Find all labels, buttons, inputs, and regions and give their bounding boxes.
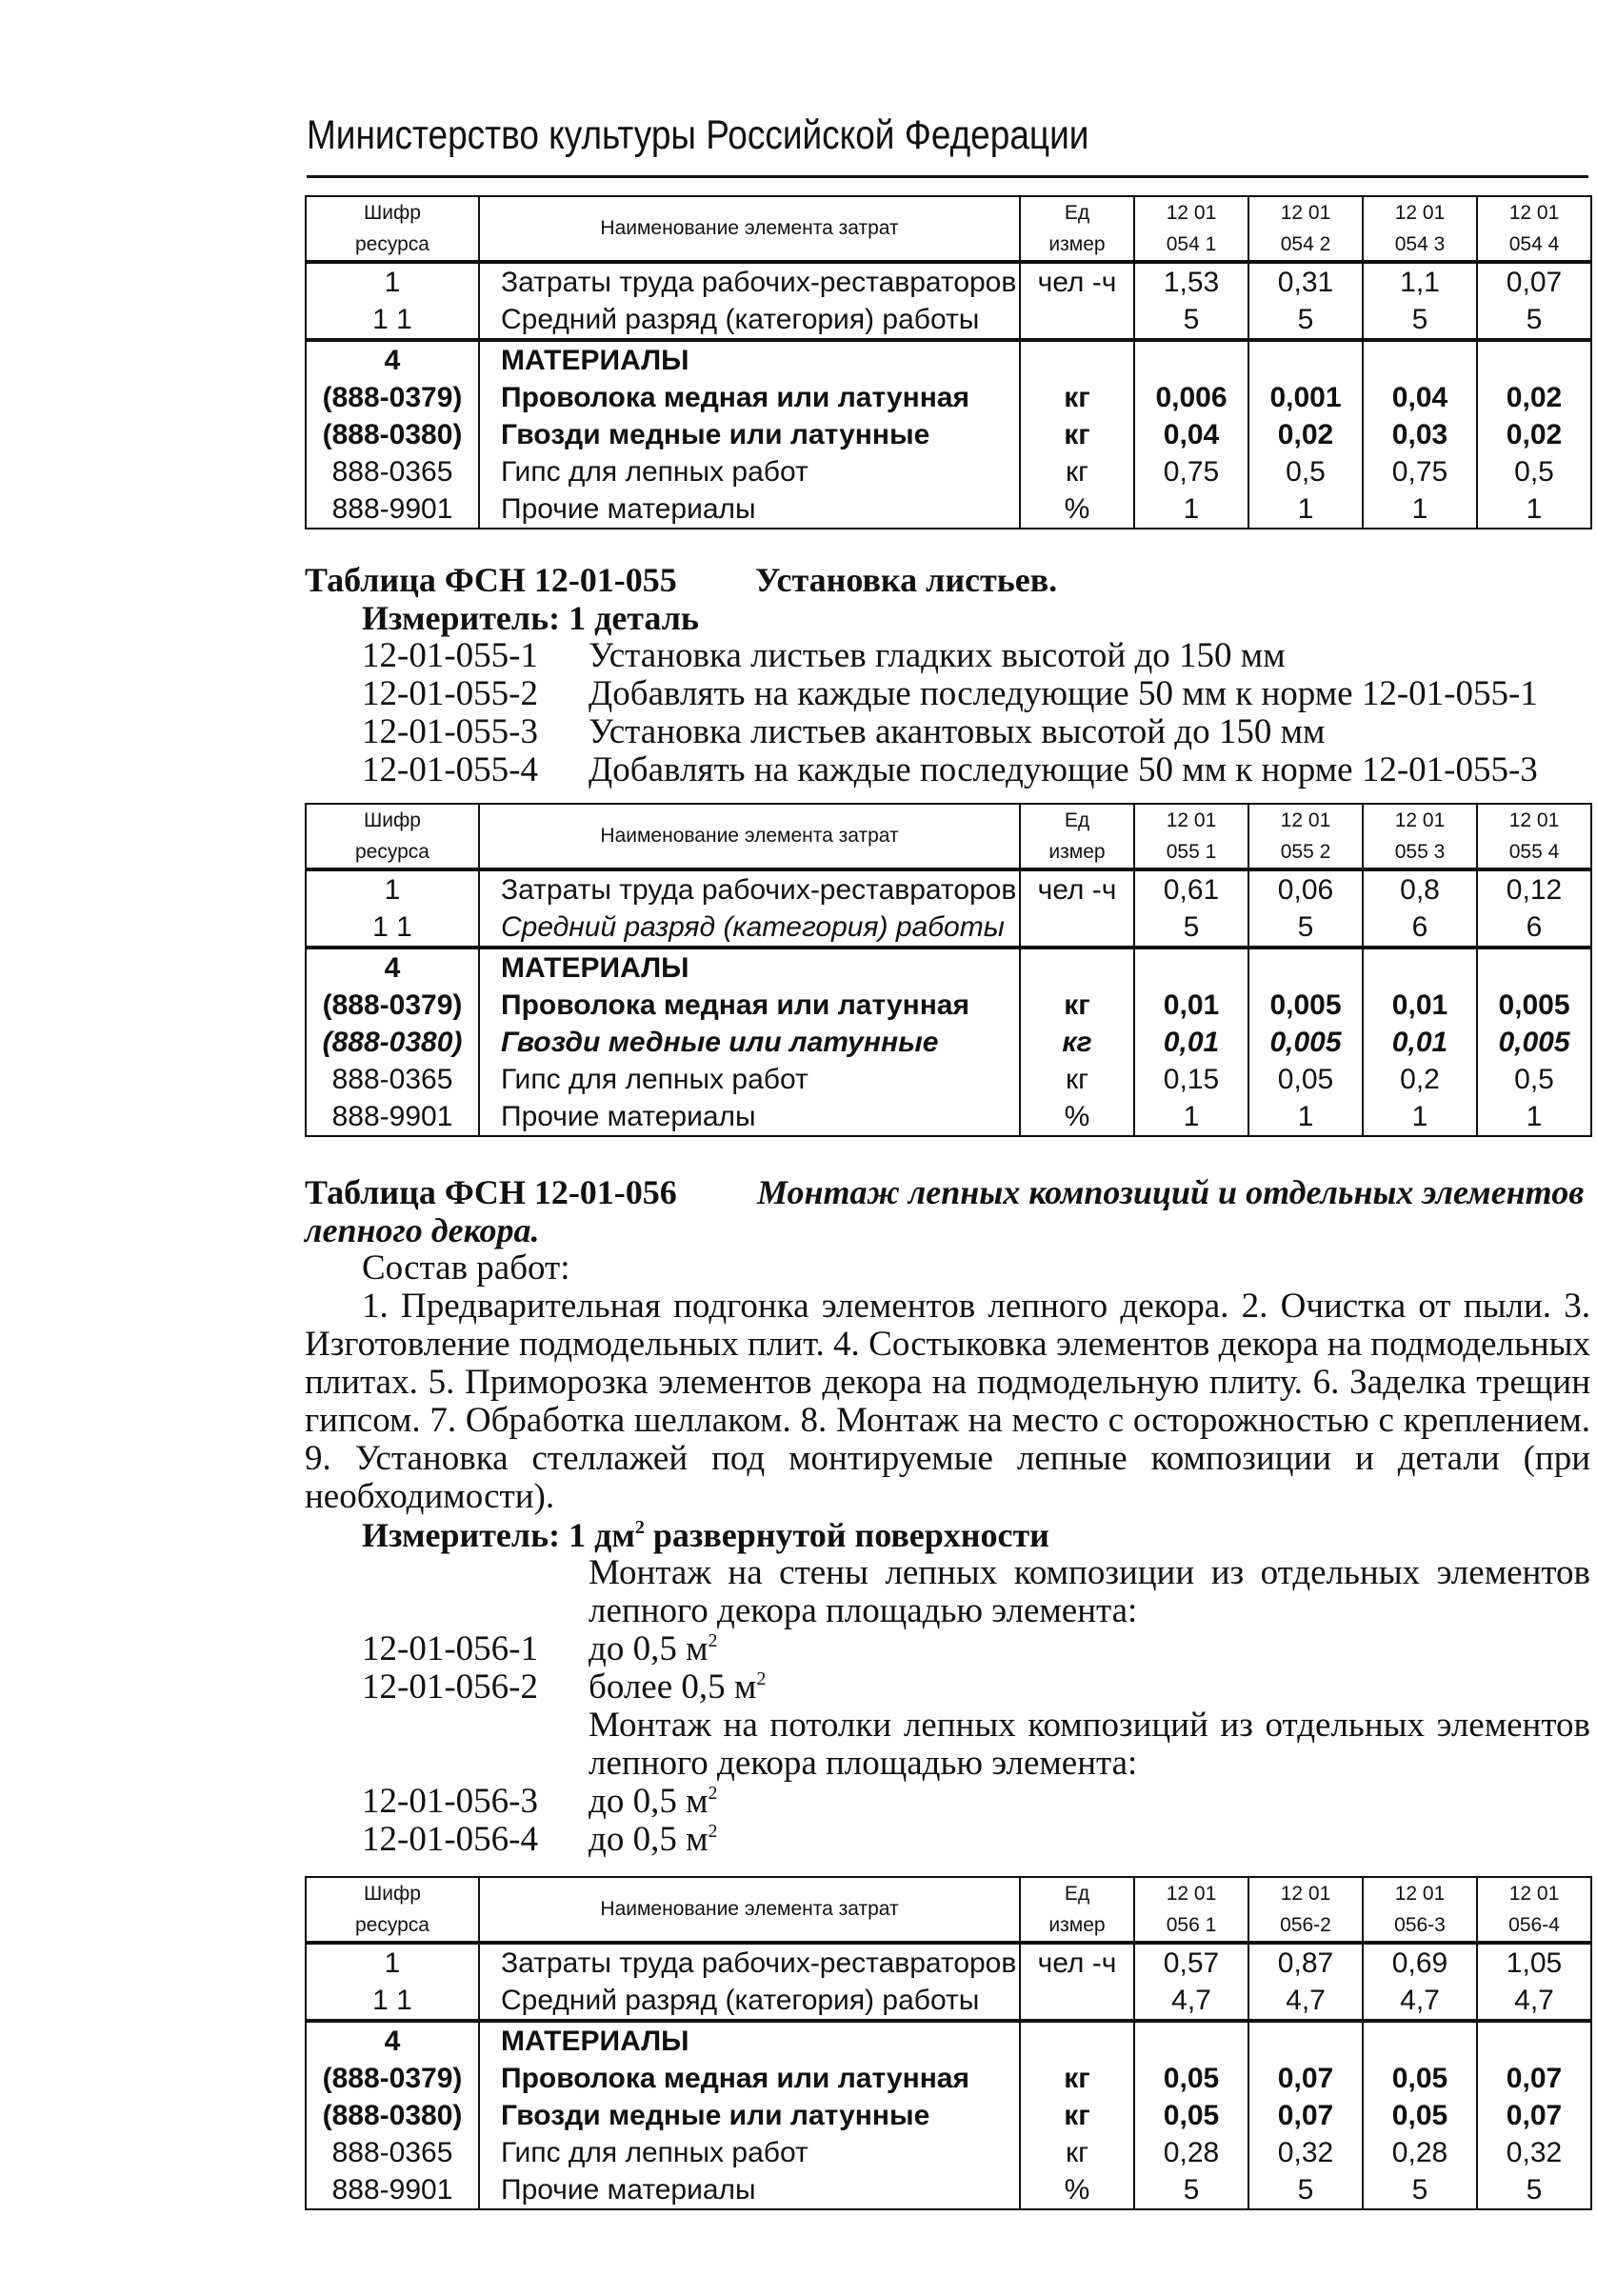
header-norm-code (1363, 1877, 1477, 1943)
value-text: 0,05 (1277, 1064, 1334, 1095)
header-text: 12 01 (1394, 809, 1446, 831)
value-text: 0,28 (1163, 2137, 1220, 2168)
work-desc: Установка листьев акантовых высотой до 150 мм (589, 712, 1326, 751)
value-text: 5 (1526, 2174, 1543, 2206)
work-desc: Добавлять на каждые последующие 50 мм к норме 12-01-055-1 (589, 674, 1538, 713)
header-text: 12 01 (1508, 809, 1560, 831)
header-text: 054 4 (1508, 233, 1560, 255)
value-text: 0,75 (1391, 456, 1448, 488)
norm-table (305, 803, 1592, 1137)
header-text: измер (1048, 233, 1106, 255)
header-text: 12 01 (1280, 809, 1331, 831)
header-norm-code (1477, 804, 1591, 869)
labor-row (306, 869, 1591, 948)
name-text: Гвозди медные или латунные (501, 1027, 939, 1058)
header-text: 12 01 (1166, 1883, 1217, 1905)
value-text: 5 (1183, 2174, 1200, 2206)
name-text: Проволока медная или латунная (501, 2063, 969, 2094)
unit-text (1021, 342, 1133, 379)
unit-text (1021, 908, 1133, 946)
resource-unit (1020, 262, 1134, 340)
code-text: (888-0379) (322, 2063, 463, 2094)
code-text: 888-9901 (331, 493, 453, 525)
header-norm-code (1248, 196, 1363, 262)
value-text: 0,05 (1163, 2063, 1220, 2094)
table-055-title: Таблица ФСН 12-01-055 (305, 561, 677, 599)
norm-value (1363, 2021, 1477, 2209)
resource-name (479, 1943, 1020, 2021)
table-056-name: Монтаж лепных композиций и отдельных элементов (757, 1173, 1585, 1211)
table-056-name-cont: лепного декора. (305, 1211, 540, 1249)
value-text: 1 (1526, 1101, 1543, 1132)
work-code: 12-01-056-3 (362, 1782, 538, 1821)
header-text: 055 3 (1394, 841, 1446, 863)
work-desc: до 0,5 $м^2$ (589, 1782, 718, 1821)
header-text: Шифр (364, 202, 421, 224)
norm-value (1477, 2021, 1591, 2209)
norm-value (1134, 948, 1248, 1136)
header-text: Шифр (364, 1883, 421, 1905)
value-text: 1 (1526, 493, 1543, 525)
value-text: 1,05 (1506, 1947, 1563, 1979)
header-text: 056-4 (1508, 1914, 1560, 1936)
value-text: 5 (1183, 911, 1200, 943)
value-text (1364, 342, 1476, 379)
work-desc: Установка листьев гладких высотой до 150 мм (589, 636, 1286, 675)
code-text: 1 (384, 1947, 401, 1979)
table-header-row (306, 196, 1591, 262)
value-text: 0,07 (1506, 2063, 1563, 2094)
value-text: 0,005 (1269, 1027, 1342, 1058)
value-text: 0,005 (1498, 989, 1570, 1021)
resource-code (306, 262, 479, 340)
code-text: 888-9901 (331, 2174, 453, 2206)
name-text: МАТЕРИАЛЫ (501, 952, 689, 984)
header-code (306, 1877, 479, 1943)
value-text: 0,07 (1506, 267, 1563, 298)
resource-name (479, 2021, 1020, 2209)
header-text: 056 1 (1166, 1914, 1217, 1936)
header-text: 055 2 (1280, 841, 1331, 863)
header-text: 12 01 (1166, 809, 1217, 831)
header-text: Шифр (364, 809, 421, 831)
resource-unit (1020, 869, 1134, 948)
value-text: 0,04 (1163, 419, 1220, 450)
header-norm-code (1134, 196, 1248, 262)
code-text: 1 (384, 267, 401, 298)
value-text: 0,05 (1391, 2063, 1448, 2094)
unit-text (1021, 949, 1133, 987)
value-text: 6 (1526, 911, 1543, 943)
norm-value (1363, 262, 1477, 340)
value-text: 5 (1297, 911, 1314, 943)
value-text: 0,05 (1163, 2100, 1220, 2131)
value-text: 0,005 (1269, 989, 1342, 1021)
value-text: 0,8 (1400, 874, 1440, 906)
norm-value (1134, 262, 1248, 340)
header-text: измер (1048, 1914, 1106, 1936)
name-text: Гипс для лепных работ (501, 1064, 808, 1095)
code-text: (888-0380) (322, 2100, 463, 2131)
value-text (1135, 2023, 1248, 2060)
header-name: Наименование элемента затрат (479, 804, 1020, 869)
work-code: 12-01-056-1 (362, 1629, 538, 1668)
value-text (1364, 2023, 1476, 2060)
value-text: 0,31 (1277, 267, 1334, 298)
value-text: 0,04 (1391, 382, 1448, 413)
work-desc: до 0,5 $м^2$ (589, 1629, 718, 1668)
code-text: 4 (384, 952, 401, 984)
value-text: 0,07 (1277, 2063, 1334, 2094)
header-norm-code (1248, 804, 1363, 869)
unit-text (1021, 301, 1133, 338)
header-text: 055 1 (1166, 841, 1217, 863)
value-text: 1 (1411, 493, 1428, 525)
value-text: 0,07 (1277, 2100, 1334, 2131)
value-text: 0,32 (1506, 2137, 1563, 2168)
value-text: 0,005 (1498, 1027, 1570, 1058)
name-text: Затраты труда рабочих-реставраторов (501, 267, 1017, 298)
code-text: 888-0365 (331, 1064, 453, 1095)
header-text: 12 01 (1166, 202, 1217, 224)
name-text: Гвозди медные или латунные (501, 419, 930, 450)
table-header-row (306, 804, 1591, 869)
header-text: Ед (1064, 202, 1090, 224)
norm-value (1248, 948, 1363, 1136)
unit-text: чел -ч (1037, 874, 1117, 906)
name-text: Гипс для лепных работ (501, 2137, 808, 2168)
norm-table (305, 1876, 1592, 2210)
name-text: МАТЕРИАЛЫ (501, 345, 689, 376)
work-code: 12-01-056-4 (362, 1820, 538, 1859)
name-text: Гвозди медные или латунные (501, 2100, 930, 2131)
page-header: Министерство культуры Российской Федерации (307, 112, 1089, 158)
code-text: 1 1 (372, 1985, 412, 2016)
materials-row (306, 948, 1591, 1136)
code-text: 888-0365 (331, 2137, 453, 2168)
value-text: 0,02 (1506, 382, 1563, 413)
header-norm-code (1477, 196, 1591, 262)
value-text: 1,1 (1400, 267, 1440, 298)
unit-text: % (1064, 493, 1090, 525)
unit-text (1021, 1982, 1133, 2019)
value-text: 0,15 (1163, 1064, 1220, 1095)
header-text: 12 01 (1508, 202, 1560, 224)
resource-code (306, 1943, 479, 2021)
value-text: 0,57 (1163, 1947, 1220, 1979)
value-text (1249, 2023, 1362, 2060)
work-code: 12-01-055-4 (362, 750, 538, 789)
code-text: (888-0379) (322, 989, 463, 1021)
value-text: 0,69 (1391, 1947, 1448, 1979)
norm-value (1134, 1943, 1248, 2021)
code-text: 888-0365 (331, 456, 453, 488)
name-text: Средний разряд (категория) работы (501, 911, 1005, 943)
norm-value (1477, 262, 1591, 340)
code-text: (888-0380) (322, 419, 463, 450)
table-055-name: Установка листьев. (755, 561, 1058, 599)
value-text (1478, 2023, 1590, 2060)
unit-text: кг (1062, 1027, 1092, 1058)
header-code (306, 196, 479, 262)
work-desc: до 0,5 $м^2$ (589, 1820, 718, 1859)
work-composition-label: Состав работ: (362, 1248, 570, 1288)
header-text: 12 01 (1280, 202, 1331, 224)
value-text: 0,75 (1163, 456, 1220, 488)
value-text: 0,006 (1155, 382, 1228, 413)
ceilings-heading: Монтаж на потолки лепных композиций из отдельных элементов лепного декора площадью элемента: (589, 1706, 1590, 1783)
unit-text: кг (1064, 989, 1090, 1021)
value-text: 0,03 (1391, 419, 1448, 450)
work-code: 12-01-055-2 (362, 674, 538, 713)
value-text: 0,12 (1506, 874, 1563, 906)
materials-row (306, 2021, 1591, 2209)
value-text (1135, 949, 1248, 987)
header-text: 056-3 (1394, 1914, 1446, 1936)
norm-value (1134, 869, 1248, 948)
header-text: 12 01 (1280, 1883, 1331, 1905)
unit-text: чел -ч (1037, 267, 1117, 298)
labor-row (306, 262, 1591, 340)
value-text: 0,87 (1277, 1947, 1334, 1979)
header-norm-code (1363, 196, 1477, 262)
value-text: 0,5 (1514, 456, 1554, 488)
table-055-meter: Измеритель: 1 деталь (362, 599, 699, 637)
header-text: 056-2 (1280, 1914, 1331, 1936)
norm-value (1248, 1943, 1363, 2021)
value-text: 5 (1526, 304, 1543, 335)
value-text: 1 (1183, 1101, 1200, 1132)
unit-text: % (1064, 1101, 1090, 1132)
header-text: 12 01 (1394, 202, 1446, 224)
code-text: 4 (384, 345, 401, 376)
walls-heading: Монтаж на стены лепных композиции из отдельных элементов лепного декора площадью элемента: (589, 1553, 1590, 1630)
header-text: измер (1048, 841, 1106, 863)
work-code: 12-01-056-2 (362, 1667, 538, 1707)
unit-text: % (1064, 2174, 1090, 2206)
unit-text (1021, 2023, 1133, 2060)
value-text (1249, 342, 1362, 379)
header-text: 054 3 (1394, 233, 1446, 255)
value-text: 0,02 (1277, 419, 1334, 450)
resource-name (479, 869, 1020, 948)
header-text: 054 2 (1280, 233, 1331, 255)
value-text: 0,06 (1277, 874, 1334, 906)
value-text: 5 (1411, 304, 1428, 335)
value-text: 4,7 (1514, 1985, 1554, 2016)
norm-value (1477, 948, 1591, 1136)
value-text (1478, 342, 1590, 379)
name-text: Средний разряд (категория) работы (501, 1985, 980, 2016)
header-norm-code (1248, 1877, 1363, 1943)
name-text: Затраты труда рабочих-реставраторов (501, 874, 1017, 906)
norm-value (1248, 2021, 1363, 2209)
value-text (1135, 342, 1248, 379)
resource-unit (1020, 948, 1134, 1136)
name-text: Гипс для лепных работ (501, 456, 808, 488)
value-text: 5 (1183, 304, 1200, 335)
work-desc: более 0,5 $м^2$ (589, 1667, 767, 1707)
value-text: 4,7 (1171, 1985, 1211, 2016)
norm-value (1363, 1943, 1477, 2021)
header-norm-code (1134, 804, 1248, 869)
unit-text: кг (1064, 382, 1090, 413)
value-text: 1 (1297, 493, 1314, 525)
header-text: 12 01 (1394, 1883, 1446, 1905)
code-text: 1 1 (372, 304, 412, 335)
name-text: Средний разряд (категория) работы (501, 304, 980, 335)
value-text: 1 (1183, 493, 1200, 525)
value-text: 0,28 (1391, 2137, 1448, 2168)
value-text: 1 (1411, 1101, 1428, 1132)
value-text: 1,53 (1163, 267, 1220, 298)
value-text: 0,02 (1506, 419, 1563, 450)
value-text: 0,01 (1391, 1027, 1448, 1058)
header-code (306, 804, 479, 869)
table-056-title: Таблица ФСН 12-01-056 (305, 1173, 677, 1211)
header-text: Ед (1064, 1883, 1090, 1905)
value-text: 5 (1297, 304, 1314, 335)
resource-code (306, 340, 479, 529)
value-text: 0,001 (1269, 382, 1342, 413)
value-text: 4,7 (1286, 1985, 1326, 2016)
resource-name (479, 262, 1020, 340)
value-text: 0,01 (1163, 989, 1220, 1021)
materials-row (306, 340, 1591, 529)
code-text: 888-9901 (331, 1101, 453, 1132)
resource-unit (1020, 2021, 1134, 2209)
code-text: (888-0379) (322, 382, 463, 413)
name-text: Проволока медная или латунная (501, 989, 969, 1021)
header-unit (1020, 804, 1134, 869)
header-text: ресурса (355, 1914, 429, 1936)
unit-text: кг (1065, 1064, 1089, 1095)
norm-value (1248, 869, 1363, 948)
norm-table (305, 195, 1592, 529)
value-text: 4,7 (1400, 1985, 1440, 2016)
header-text: 12 01 (1508, 1883, 1560, 1905)
code-text: 1 (384, 874, 401, 906)
norm-value (1477, 340, 1591, 529)
resource-name (479, 948, 1020, 1136)
name-text: Затраты труда рабочих-реставраторов (501, 1947, 1017, 1979)
value-text (1249, 949, 1362, 987)
norm-value (1477, 869, 1591, 948)
value-text: 6 (1411, 911, 1428, 943)
header-text: Ед (1064, 809, 1090, 831)
value-text: 0,32 (1277, 2137, 1334, 2168)
norm-value (1134, 2021, 1248, 2209)
unit-text: кг (1065, 2137, 1089, 2168)
norm-value (1134, 340, 1248, 529)
header-text: 054 1 (1166, 233, 1217, 255)
resource-code (306, 948, 479, 1136)
norm-value (1248, 340, 1363, 529)
code-text: 4 (384, 2026, 401, 2057)
work-code: 12-01-055-3 (362, 712, 538, 751)
resource-code (306, 869, 479, 948)
value-text (1478, 949, 1590, 987)
header-unit (1020, 1877, 1134, 1943)
resource-unit (1020, 1943, 1134, 2021)
code-text: 1 1 (372, 911, 412, 943)
resource-name (479, 340, 1020, 529)
value-text: 5 (1411, 2174, 1428, 2206)
value-text: 0,61 (1163, 874, 1220, 906)
value-text: 0,01 (1391, 989, 1448, 1021)
code-text: (888-0380) (322, 1027, 463, 1058)
value-text: 1 (1297, 1101, 1314, 1132)
unit-text: чел -ч (1037, 1947, 1117, 1979)
work-code: 12-01-055-1 (362, 636, 538, 675)
header-norm-code (1134, 1877, 1248, 1943)
labor-row (306, 1943, 1591, 2021)
table-header-row (306, 1877, 1591, 1943)
value-text: 0,2 (1400, 1064, 1440, 1095)
header-text: 055 4 (1508, 841, 1560, 863)
value-text (1364, 949, 1476, 987)
value-text: 5 (1297, 2174, 1314, 2206)
value-text: 0,5 (1514, 1064, 1554, 1095)
table-056-meter: Измеритель: 1 $дм^2$ развернутой поверхности (362, 1516, 1049, 1554)
norm-value (1248, 262, 1363, 340)
name-text: МАТЕРИАЛЫ (501, 2026, 689, 2057)
value-text: 0,05 (1391, 2100, 1448, 2131)
header-norm-code (1477, 1877, 1591, 1943)
norm-value (1363, 948, 1477, 1136)
name-text: Прочие материалы (501, 1101, 756, 1132)
header-rule (307, 175, 1588, 178)
unit-text: кг (1064, 2100, 1090, 2131)
resource-unit (1020, 340, 1134, 529)
header-norm-code (1363, 804, 1477, 869)
unit-text: кг (1065, 456, 1089, 488)
value-text: 0,07 (1506, 2100, 1563, 2131)
name-text: Прочие материалы (501, 493, 756, 525)
work-composition-text: 1. Предварительная подгонка элементов лепного декора. 2. Очистка от пыли. 3. Изготовление подмодельных плит. 4. Состыковка элементов декора на подмодельных плитах. 5. Приморозка элементов декора на подмодельную плиту. 6. Заделка трещин гипсом. 7. Обработка шеллаком. 8. Монтаж на место с осторожностью с креплением. 9. Установка стеллажей под монтируемые лепные композиции и детали (при необходимости). (305, 1287, 1590, 1516)
norm-value (1363, 340, 1477, 529)
unit-text: кг (1064, 2063, 1090, 2094)
norm-value (1363, 869, 1477, 948)
name-text: Проволока медная или латунная (501, 382, 969, 413)
header-unit (1020, 196, 1134, 262)
name-text: Прочие материалы (501, 2174, 756, 2206)
header-text: ресурса (355, 841, 429, 863)
header-name: Наименование элемента затрат (479, 1877, 1020, 1943)
header-text: ресурса (355, 233, 429, 255)
value-text: 0,01 (1163, 1027, 1220, 1058)
norm-value (1477, 1943, 1591, 2021)
header-name: Наименование элемента затрат (479, 196, 1020, 262)
value-text: 0,5 (1286, 456, 1326, 488)
unit-text: кг (1064, 419, 1090, 450)
resource-code (306, 2021, 479, 2209)
work-desc: Добавлять на каждые последующие 50 мм к норме 12-01-055-3 (589, 750, 1538, 789)
